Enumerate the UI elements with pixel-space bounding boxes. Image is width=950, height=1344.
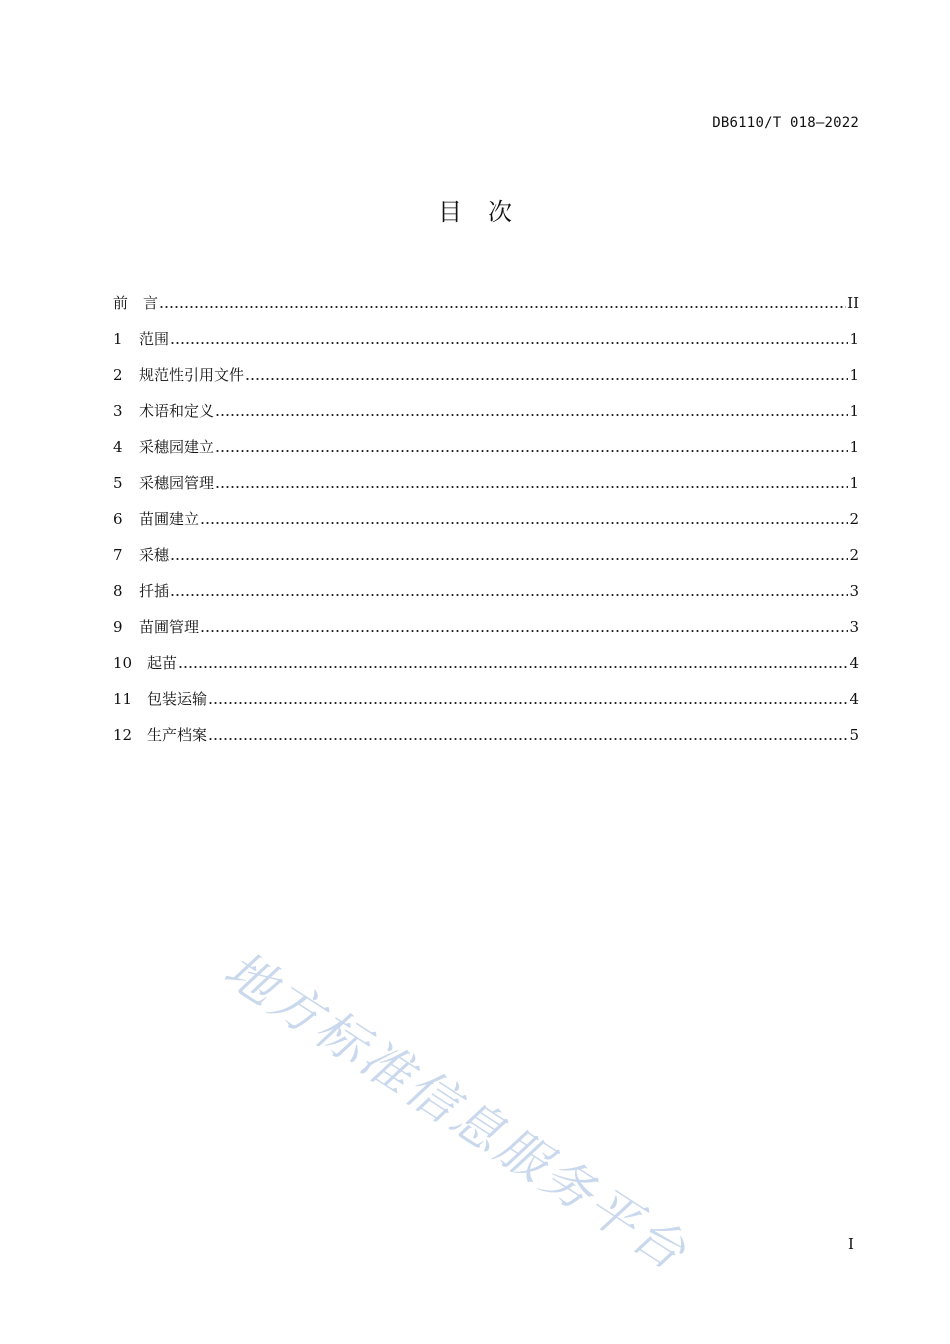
page-number: I — [848, 1235, 854, 1253]
dot-leader — [215, 472, 848, 494]
toc-entry-number: 12 — [113, 726, 133, 744]
toc-entry-label: 前 言 — [113, 294, 159, 312]
toc-entry-number: 5 — [113, 474, 123, 492]
toc-entry-number: 4 — [113, 438, 123, 456]
dot-leader — [208, 688, 848, 710]
toc-entry[interactable] — [113, 350, 859, 386]
toc-entry-page: 4 — [849, 690, 859, 708]
toc-entry[interactable] — [113, 530, 859, 566]
toc-entry-label: 生产档案 — [147, 726, 208, 744]
toc-entry-page: 2 — [849, 546, 859, 564]
toc-entry[interactable] — [113, 278, 859, 314]
dot-leader — [170, 580, 848, 602]
watermark: 地方标准信息服务平台 — [214, 940, 699, 1283]
dot-leader — [200, 616, 848, 638]
toc-entry[interactable] — [113, 494, 859, 530]
toc-entry[interactable] — [113, 566, 859, 602]
toc-entry-label: 规范性引用文件 — [139, 366, 245, 384]
dot-leader — [170, 328, 848, 350]
toc-entry-label: 采穗 — [139, 546, 170, 564]
toc-entry-number: 9 — [113, 618, 123, 636]
toc-entry-number: 8 — [113, 582, 123, 600]
toc-entry-label: 采穗园管理 — [139, 474, 215, 492]
toc-entry-page: 5 — [849, 726, 859, 744]
dot-leader — [200, 508, 848, 530]
dot-leader — [215, 400, 848, 422]
toc-entry-number: 2 — [113, 366, 123, 384]
toc-entry-number: 7 — [113, 546, 123, 564]
toc-entry-label: 起苗 — [147, 654, 178, 672]
toc-entry[interactable] — [113, 458, 859, 494]
toc-entry-number: 3 — [113, 402, 123, 420]
toc-entry[interactable] — [113, 638, 859, 674]
toc-entry[interactable] — [113, 422, 859, 458]
dot-leader — [245, 364, 848, 386]
toc-entry-page: 1 — [849, 402, 859, 420]
toc-entry-page: 1 — [849, 330, 859, 348]
toc-entry[interactable] — [113, 602, 859, 638]
dot-leader — [215, 436, 848, 458]
toc-entry-page: 1 — [849, 366, 859, 384]
document-code: DB6110/T 018—2022 — [712, 115, 859, 131]
toc-entry[interactable] — [113, 386, 859, 422]
toc-entry-label: 苗圃管理 — [139, 618, 200, 636]
toc-entry[interactable] — [113, 710, 859, 746]
dot-leader — [208, 724, 848, 746]
toc-entry-number: 11 — [113, 690, 133, 708]
toc-entry[interactable] — [113, 674, 859, 710]
toc-entry-page: 4 — [849, 654, 859, 672]
toc-entry-number: 10 — [113, 654, 133, 672]
toc-entry-page: 1 — [849, 474, 859, 492]
toc-entry-label: 采穗园建立 — [139, 438, 215, 456]
toc-entry-label: 苗圃建立 — [139, 510, 200, 528]
toc-entry-label: 扦插 — [139, 582, 170, 600]
toc-entry-page: 3 — [849, 618, 859, 636]
page-title: 目次 — [438, 198, 538, 226]
table-of-contents — [113, 278, 859, 746]
toc-entry-number: 1 — [113, 330, 123, 348]
toc-entry-label: 范围 — [139, 330, 170, 348]
toc-entry-page: 3 — [849, 582, 859, 600]
toc-entry-number: 6 — [113, 510, 123, 528]
toc-entry-label: 包装运输 — [147, 690, 208, 708]
toc-entry-label: 术语和定义 — [139, 402, 215, 420]
dot-leader — [178, 652, 848, 674]
toc-entry-page: 1 — [849, 438, 859, 456]
dot-leader — [159, 292, 846, 314]
toc-entry[interactable] — [113, 314, 859, 350]
dot-leader — [170, 544, 848, 566]
toc-entry-page: II — [847, 294, 859, 312]
toc-entry-page: 2 — [849, 510, 859, 528]
